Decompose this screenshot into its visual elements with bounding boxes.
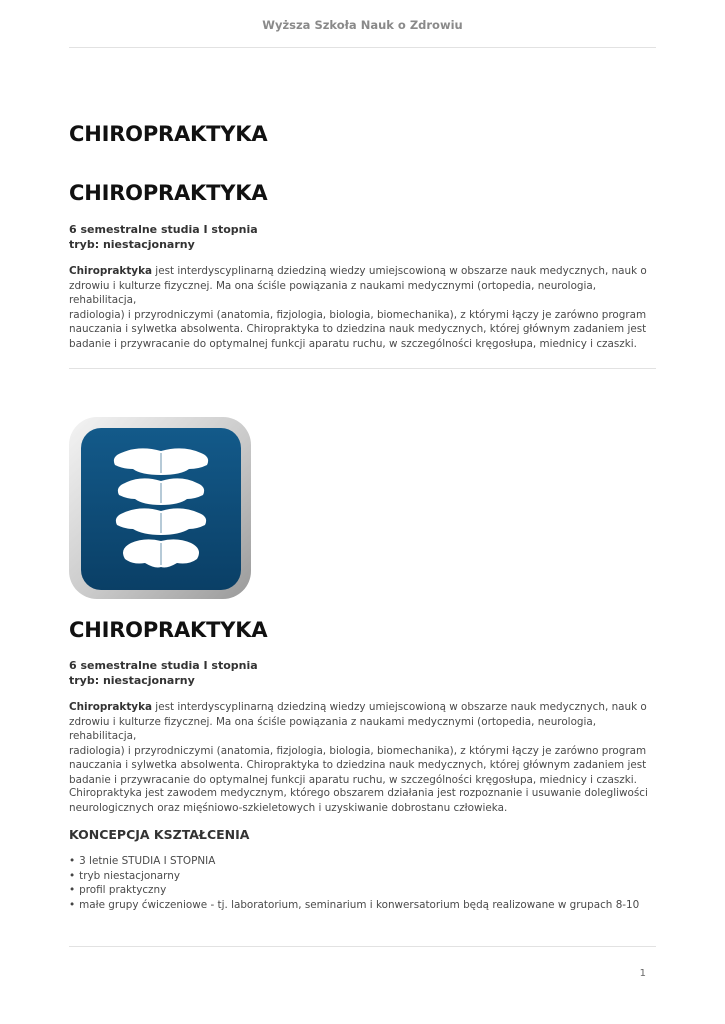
description-line: radiologia) i przyrodniczymi (anatomia, fizjologia, biologia, biomechanika), z którymi łączy je zarówno program	[69, 744, 647, 757]
profession-line: Chiropraktyka jest zawodem medycznym, którego obszarem działania jest rozpoznanie i usuwanie dolegliwości	[69, 787, 648, 799]
footer-divider	[69, 946, 656, 947]
description-line: nauczania i sylwetka absolwenta. Chiropraktyka to dziedzina nauk medycznych, której głównym zadaniem jest	[69, 323, 647, 336]
description-line: radiologia) i przyrodniczymi (anatomia, fizjologia, biologia, biomechanika), z którymi łączy je zarówno program	[69, 308, 647, 321]
study-duration: 6 semestralne studia I stopnia	[69, 659, 258, 672]
study-mode: tryb: niestacjonarny	[69, 238, 195, 251]
spine-icon	[69, 417, 253, 601]
list-item: • tryb niestacjonarny	[69, 869, 639, 884]
section-divider	[69, 368, 656, 369]
description-lead: Chiropraktyka	[69, 265, 152, 277]
description-paragraph	[69, 700, 659, 788]
concept-list	[69, 854, 639, 912]
program-title: CHIROPRAKTYKA	[69, 618, 268, 642]
description-lead: Chiropraktyka	[69, 701, 152, 713]
section-title: CHIROPRAKTYKA	[69, 181, 268, 205]
page-header	[69, 0, 656, 48]
header-title: Wyższa Szkoła Nauk o Zdrowiu	[262, 18, 463, 32]
description-line: zdrowiu i kulturze fizycznej. Ma ona ściśle powiązania z naukami medycznymi (ortopedia, neurologia, rehabilitacja,	[69, 715, 597, 743]
description-line: nauczania i sylwetka absolwenta. Chiropraktyka to dziedzina nauk medycznych, której głównym zadaniem jest	[69, 759, 647, 772]
description-line: zdrowiu i kulturze fizycznej. Ma ona ściśle powiązania z naukami medycznymi (ortopedia, neurologia, rehabilitacja,	[69, 279, 597, 307]
study-duration: 6 semestralne studia I stopnia	[69, 223, 258, 236]
concept-heading: KONCEPCJA KSZTAŁCENIA	[69, 827, 250, 842]
study-mode: tryb: niestacjonarny	[69, 674, 195, 687]
description-line: jest interdyscyplinarną dziedziną wiedzy umiejscowioną w obszarze nauk medycznych, nauk o	[152, 265, 647, 277]
profession-paragraph	[69, 786, 659, 815]
page-title: CHIROPRAKTYKA	[69, 122, 268, 146]
page-number: 1	[639, 968, 646, 979]
list-item: • 3 letnie STUDIA I STOPNIA	[69, 854, 639, 869]
description-line: jest interdyscyplinarną dziedziną wiedzy umiejscowioną w obszarze nauk medycznych, nauk o	[152, 701, 647, 713]
profession-line: neurologicznych oraz mięśniowo-szkieletowych i uzyskiwanie dobrostanu człowieka.	[69, 801, 508, 814]
list-item: • małe grupy ćwiczeniowe - tj. laboratorium, seminarium i konwersatorium będą realizowane w grupach 8-10	[69, 898, 639, 913]
description-line: badanie i przywracanie do optymalnej funkcji aparatu ruchu, w szczególności kręgosłupa, miednicy i czaszki.	[69, 773, 637, 786]
list-item: • profil praktyczny	[69, 883, 639, 898]
description-paragraph	[69, 264, 659, 352]
description-line: badanie i przywracanie do optymalnej funkcji aparatu ruchu, w szczególności kręgosłupa, miednicy i czaszki.	[69, 337, 637, 350]
